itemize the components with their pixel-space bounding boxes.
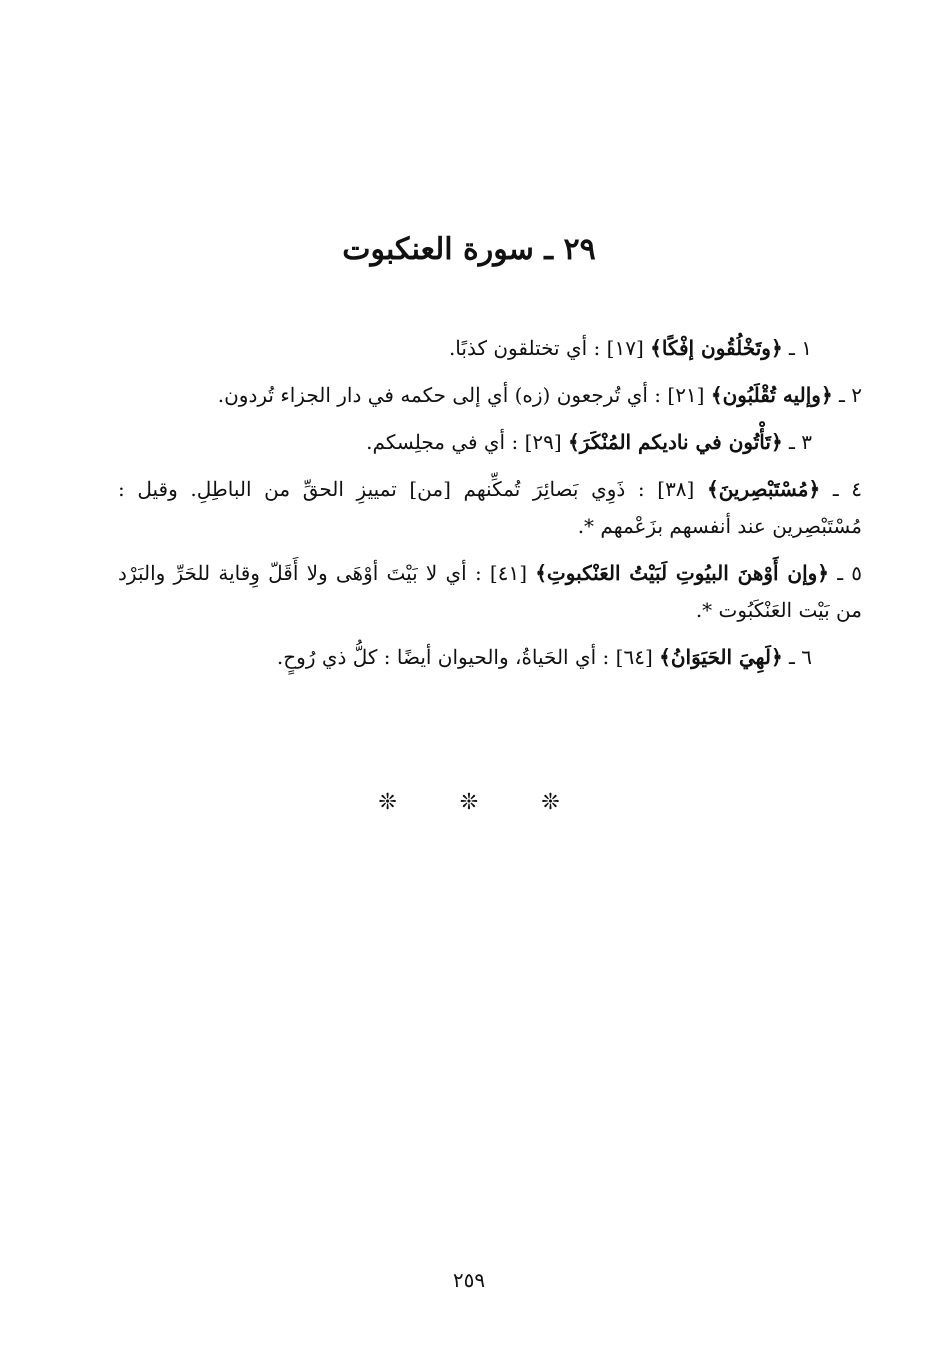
entry-text: : أي لا بَيْتَ أوْهَى ولا أَقَلّ وِقاية للحَرِّ والبَرْد من بَيْت العَنْكَبُوت *. [118,561,862,622]
section-divider [0,790,938,815]
entry-number: ١ ـ [789,336,812,360]
entry-number: ٦ ـ [789,645,812,669]
entry-term: ﴿وتَخْلُقُون إفْكًا﴾ [650,336,783,360]
entry-verse-ref: [٢٩] [524,430,562,454]
entry-text: : أي الحَياةُ، والحيوان أيضًا : كلُّ ذي رُوحٍ. [276,645,610,669]
entry-verse-ref: [٦٤] [615,645,653,669]
star-ornament-icon: ❊ [541,790,560,815]
entry-text: : أي تختلقون كذبًا. [448,336,601,360]
glossary-entries [118,330,863,686]
entry-term: ﴿وإن أَوْهنَ البيُوتِ لَبَيْتُ العَنْكبوتِ﴾ [535,561,829,585]
glossary-entry-6 [118,639,812,676]
entry-number: ٤ ـ [832,477,863,501]
star-ornament-icon: ❊ [459,790,479,815]
entry-number: ٢ ـ [839,383,862,407]
glossary-entry-2 [118,377,862,414]
surah-title: ٢٩ ـ سورة العنكبوت [342,232,596,267]
star-ornament-icon: ❊ [378,790,397,815]
glossary-entry-1 [118,330,812,367]
entry-verse-ref: [٢١] [667,383,705,407]
glossary-entry-5 [118,555,862,629]
entry-text: : ذَوِي بَصائِرَ تُمكِّنهم [من] تمييزِ الحقِّ من الباطِلِ. وقيل : مُسْتَبْصِرين عند أنفسهم بزَعْمهم *. [118,477,862,538]
page-number: ٢٥٩ [452,1268,486,1292]
glossary-entry-3 [118,424,812,461]
entry-text: : أي تُرجعون (زه) أي إلى حكمه في دار الجزاء تُردون. [217,383,662,407]
entry-term: ﴿لَهِيَ الحَيَوَانُ﴾ [659,645,783,669]
entry-term: ﴿مُسْتَبْصِرينَ﴾ [706,477,821,501]
entry-term: ﴿وإليه تُقْلَبُون﴾ [710,383,833,407]
entry-number: ٣ ـ [789,430,812,454]
entry-verse-ref: [٣٨] [657,477,695,501]
entry-text: : أي في مجلِسكم. [366,430,519,454]
entry-number: ٥ ـ [837,561,863,585]
entry-verse-ref: [١٧] [606,336,644,360]
entry-term: ﴿تَأْتُون في ناديكم المُنْكَرَ﴾ [568,430,783,454]
glossary-entry-4 [118,471,862,545]
entry-verse-ref: [٤١] [489,561,527,585]
